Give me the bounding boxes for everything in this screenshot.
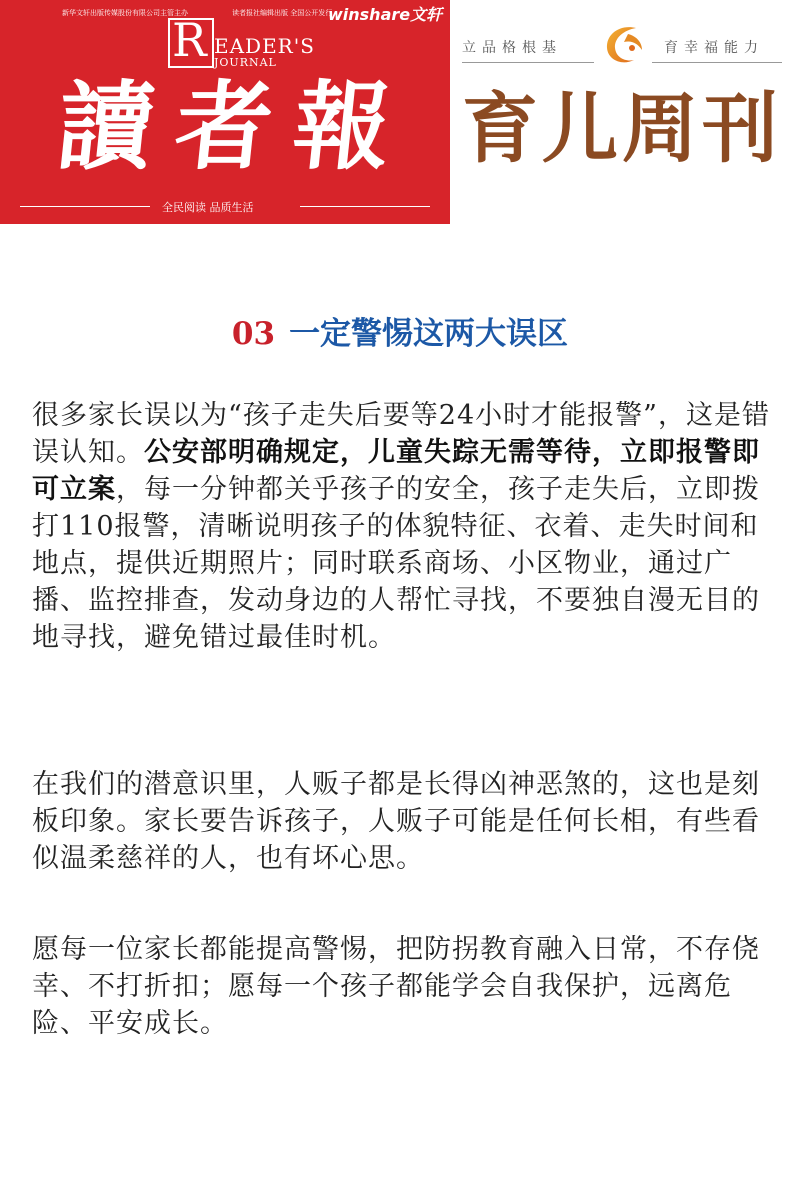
masthead-r-letter: R — [172, 13, 207, 67]
paragraph-1-lead: 很多家长误以为“孩子走失后要等24小时才能报警”，这是错误认知。 — [32, 400, 770, 468]
paragraph-1-emphasis: 公安部明确规定，儿童失踪无需等待，立即报警即可立案 — [32, 437, 760, 505]
article-paragraph-3: 愿每一位家长都能提高警惕，把防拐教育融入日常，不存侥幸、不打折扣；愿每一个孩子都能学会自我保护，远离危险、平安成长。 — [32, 934, 760, 1039]
banner-slogan: 全民阅读 品质生活 — [162, 201, 254, 214]
section-heading — [0, 308, 800, 353]
slogan-divider-right — [300, 206, 430, 207]
tagline-right: 育幸福能力 — [664, 40, 764, 56]
tagline-rule-left — [462, 62, 594, 63]
publication-line: 读者报社编辑出版 全国公开发行 — [232, 9, 333, 17]
slogan-divider-left — [20, 206, 150, 207]
masthead-chinese-title: 讀者報 — [52, 70, 418, 183]
tagline-left: 立品格根基 — [462, 40, 562, 56]
section-title: 一定警惕这两大误区 — [289, 316, 569, 352]
masthead-english-title: EADER'S — [214, 34, 315, 58]
tagline-rule-right — [652, 62, 782, 63]
article-paragraph-1 — [32, 397, 770, 656]
masthead-english-subtitle: JOURNAL — [214, 56, 277, 69]
section-number: 03 — [231, 316, 276, 352]
publisher-line: 新华文轩出版传媒股份有限公司主管主办 — [62, 9, 188, 17]
article-paragraph-2: 在我们的潜意识里，人贩子都是长得凶神恶煞的，这也是刻板印象。家长要告诉孩子，人贩子可能是任何长相，有些看似温柔慈祥的人，也有坏心思。 — [32, 769, 760, 874]
phoenix-emblem-icon — [598, 20, 650, 68]
readers-journal-banner — [0, 0, 450, 224]
paragraph-1-rest: ，每一分钟都关乎孩子的安全，孩子走失后，立即拨打110报警，清晰说明孩子的体貌特征、衣着、走失时间和地点，提供近期照片；同时联系商场、小区物业，通过广播、监控排查，发动身边的人帮忙寻找，不要独自漫无目的地寻找，避免错过最佳时机。 — [32, 474, 760, 653]
winshare-logo: winshare文轩 — [328, 5, 443, 24]
weekly-title: 育儿周刊 — [462, 84, 782, 173]
